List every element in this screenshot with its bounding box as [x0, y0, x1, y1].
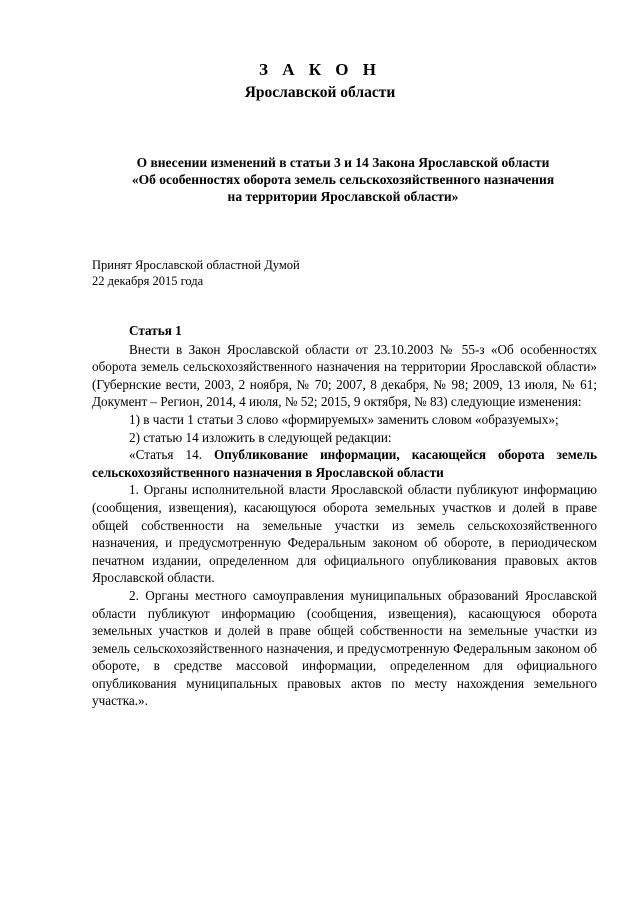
- article-part-1: 1. Органы исполнительной власти Ярославской области публикуют информацию (сообщения, извещения), касающуюся оборота земельных участков и долей в праве общей собственности на земельные участки из земель сельскохозяйственного назначения, и предусмотренную Федеральным законом об обороте, в периодическом печатном издании, определенном для официального опубликования правовых актов Ярославской области.: [92, 482, 597, 586]
- region-title: Ярославской области: [244, 84, 396, 101]
- article-item-1: 1) в части 1 статьи 3 слово «формируемых» заменить словом «образуемых»;: [129, 411, 559, 427]
- adoption-info: [92, 258, 492, 289]
- article-heading: Статья 1: [129, 323, 182, 338]
- subject-line-1: О внесении изменений в статьи 3 и 14 Закона Ярославской области: [136, 155, 550, 170]
- article-body: [92, 322, 597, 710]
- title-block: [0, 60, 640, 102]
- adopted-by: Принят Ярославской областной Думой: [92, 258, 300, 272]
- adoption-date: 22 декабря 2015 года: [92, 273, 204, 288]
- law-subject: [80, 154, 606, 205]
- article-intro: Внести в Закон Ярославской области от 23.10.2003 № 55-з «Об особенностях оборота земель сельскохозяйственного назначения на территории Ярославской области» (Губернские вести, 2003, 2 ноября, № 70; 2007, 8 декабря, № 98; 2009, 13 июля, № 61; Документ – Регион, 2014, 4 июля, № 52; 2015, 9 октября, № 83) следующие изменения:: [92, 341, 597, 410]
- article-part-2: 2. Органы местного самоуправления муниципальных образований Ярославской области публикуют информацию (сообщения, извещения), касающуюся оборота земельных участков и долей в праве общей собственности на земельные участки из земель сельскохозяйственного назначения, и предусмотренную Федеральным законом об обороте, в средстве массовой информации, определенном для официального опубликования муниципальных правовых актов по месту нахождения земельного участка.».: [92, 587, 597, 709]
- new-article-heading: [92, 446, 597, 481]
- subject-line-2: «Об особенностях оборота земель сельскохозяйственного назначения: [131, 172, 555, 187]
- new-article-prefix: «Статья 14.: [129, 447, 215, 463]
- law-title: З А К О Н: [258, 60, 382, 79]
- new-article-title: Опубликование информации, касающейся оборота земель сельскохозяйственного назначения в Ярославской области: [92, 447, 597, 480]
- article-item-2: 2) статью 14 изложить в следующей редакции:: [129, 429, 392, 445]
- subject-line-3: на территории Ярославской области»: [227, 189, 459, 204]
